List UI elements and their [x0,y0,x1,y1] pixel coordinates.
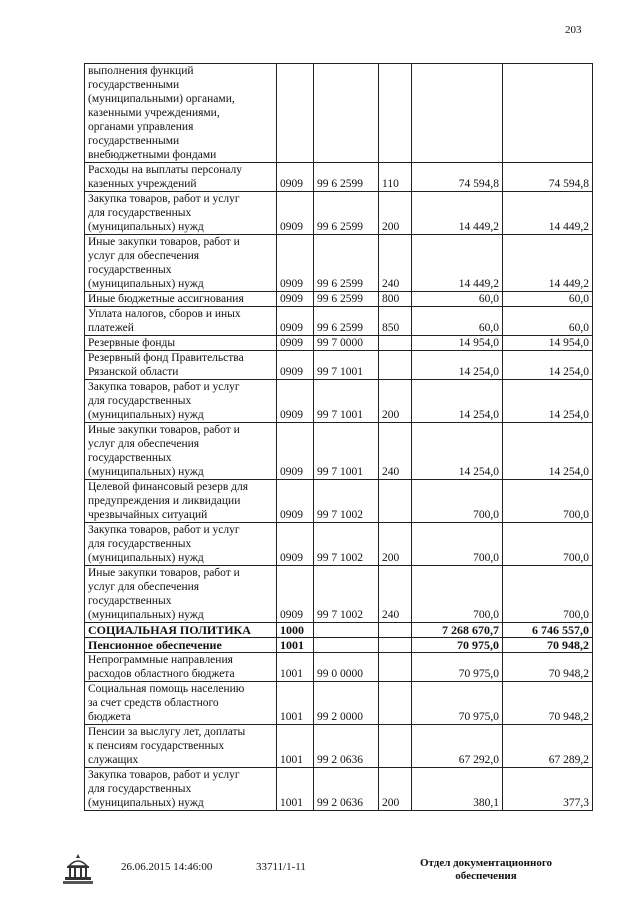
row-name: Пенсии за выслугу лет, доплаты к пенсиям государственных служащих [85,725,277,768]
footer-date: 26.06.2015 14:46:00 [121,861,213,873]
row-article [314,638,379,653]
table-row [85,653,593,682]
table-row [85,307,593,336]
row-name: Иные закупки товаров, работ и услуг для обеспечения государственных (муниципальных) нужд [85,235,277,292]
row-sum-year2: 60,0 [503,292,593,307]
row-article: 99 2 0000 [314,682,379,725]
row-section: 0909 [277,566,314,623]
row-section: 0909 [277,307,314,336]
row-article: 99 7 1002 [314,566,379,623]
row-sum-year1: 14 254,0 [412,380,503,423]
row-sum-year2: 70 948,2 [503,682,593,725]
row-article: 99 7 1001 [314,423,379,480]
row-sum-year1: 14 254,0 [412,423,503,480]
table-row [85,192,593,235]
row-expense-type [379,480,412,523]
table-row [85,423,593,480]
row-sum-year2: 6 746 557,0 [503,623,593,638]
row-section [277,64,314,163]
row-sum-year1: 14 954,0 [412,336,503,351]
table-row [85,523,593,566]
row-sum-year1: 7 268 670,7 [412,623,503,638]
row-name: выполнения функций государственными (муниципальными) органами, казенными учреждениями, органами управления государственными внебюджетными фондами [85,64,277,163]
budget-table [84,63,593,811]
row-name: Закупка товаров, работ и услуг для государственных (муниципальных) нужд [85,380,277,423]
row-sum-year1: 14 449,2 [412,235,503,292]
row-article: 99 7 1002 [314,480,379,523]
row-name: Резервный фонд Правительства Рязанской области [85,351,277,380]
row-section: 0909 [277,192,314,235]
row-sum-year1: 60,0 [412,292,503,307]
row-expense-type: 200 [379,380,412,423]
row-name: Закупка товаров, работ и услуг для государственных (муниципальных) нужд [85,192,277,235]
row-section: 1001 [277,653,314,682]
row-sum-year2: 60,0 [503,307,593,336]
row-expense-type: 110 [379,163,412,192]
footer-department: Отдел документационного обеспечения [419,857,553,882]
row-section: 0909 [277,235,314,292]
row-name: Пенсионное обеспечение [85,638,277,653]
row-section: 0909 [277,163,314,192]
row-name: Иные закупки товаров, работ и услуг для обеспечения государственных (муниципальных) нужд [85,423,277,480]
table-row [85,638,593,653]
row-article: 99 6 2599 [314,192,379,235]
row-sum-year1: 700,0 [412,523,503,566]
row-expense-type [379,351,412,380]
row-expense-type [379,725,412,768]
row-name: Резервные фонды [85,336,277,351]
table-row [85,682,593,725]
row-sum-year1: 70 975,0 [412,638,503,653]
row-section: 0909 [277,523,314,566]
row-section: 0909 [277,480,314,523]
row-sum-year2: 70 948,2 [503,653,593,682]
row-sum-year2: 14 449,2 [503,235,593,292]
row-article: 99 7 1001 [314,380,379,423]
row-sum-year1: 67 292,0 [412,725,503,768]
row-section: 1001 [277,768,314,811]
row-sum-year1: 70 975,0 [412,682,503,725]
row-sum-year2: 70 948,2 [503,638,593,653]
row-name: СОЦИАЛЬНАЯ ПОЛИТИКА [85,623,277,638]
row-name: Иные бюджетные ассигнования [85,292,277,307]
row-name: Непрограммные направления расходов областного бюджета [85,653,277,682]
row-section: 0909 [277,423,314,480]
row-article: 99 6 2599 [314,307,379,336]
table-row [85,351,593,380]
page-number: 203 [565,24,582,36]
row-section: 0909 [277,336,314,351]
row-expense-type: 800 [379,292,412,307]
row-sum-year1: 60,0 [412,307,503,336]
table-row [85,64,593,163]
table-row [85,768,593,811]
row-expense-type: 850 [379,307,412,336]
row-expense-type: 200 [379,192,412,235]
footer-doc-code: 33711/1-11 [256,861,306,873]
row-expense-type [379,336,412,351]
table-row [85,725,593,768]
row-sum-year1: 700,0 [412,566,503,623]
row-sum-year1: 74 594,8 [412,163,503,192]
row-article: 99 7 1001 [314,351,379,380]
row-expense-type: 200 [379,768,412,811]
row-section: 1000 [277,623,314,638]
table-row [85,235,593,292]
row-sum-year2: 14 254,0 [503,380,593,423]
table-row [85,566,593,623]
row-name: Целевой финансовый резерв для предупреждения и ликвидации чрезвычайных ситуаций [85,480,277,523]
table-row [85,163,593,192]
row-section: 1001 [277,638,314,653]
row-section: 0909 [277,292,314,307]
row-sum-year2: 700,0 [503,523,593,566]
row-name: Закупка товаров, работ и услуг для государственных (муниципальных) нужд [85,768,277,811]
row-sum-year2: 74 594,8 [503,163,593,192]
row-name: Расходы на выплаты персоналу казенных учреждений [85,163,277,192]
row-sum-year2: 700,0 [503,480,593,523]
duma-logo-icon [60,852,96,886]
row-article: 99 2 0636 [314,725,379,768]
row-article [314,623,379,638]
row-sum-year2 [503,64,593,163]
row-sum-year2: 700,0 [503,566,593,623]
row-name: Социальная помощь населению за счет средств областного бюджета [85,682,277,725]
row-sum-year1: 14 254,0 [412,351,503,380]
row-expense-type [379,638,412,653]
row-sum-year2: 67 289,2 [503,725,593,768]
row-expense-type: 240 [379,566,412,623]
row-sum-year1 [412,64,503,163]
row-article: 99 6 2599 [314,163,379,192]
budget-table-body [85,64,593,811]
row-article: 99 0 0000 [314,653,379,682]
row-expense-type: 240 [379,235,412,292]
row-expense-type [379,623,412,638]
row-sum-year2: 14 254,0 [503,351,593,380]
row-expense-type [379,64,412,163]
row-expense-type [379,682,412,725]
row-sum-year2: 14 254,0 [503,423,593,480]
table-row [85,380,593,423]
row-section: 1001 [277,725,314,768]
row-sum-year1: 700,0 [412,480,503,523]
row-expense-type: 200 [379,523,412,566]
row-sum-year2: 14 449,2 [503,192,593,235]
row-sum-year1: 380,1 [412,768,503,811]
row-section: 0909 [277,351,314,380]
table-row [85,623,593,638]
row-expense-type [379,653,412,682]
row-article: 99 6 2599 [314,292,379,307]
row-article [314,64,379,163]
row-sum-year2: 377,3 [503,768,593,811]
row-sum-year1: 70 975,0 [412,653,503,682]
row-name: Иные закупки товаров, работ и услуг для обеспечения государственных (муниципальных) нужд [85,566,277,623]
row-sum-year2: 14 954,0 [503,336,593,351]
row-article: 99 6 2599 [314,235,379,292]
row-section: 1001 [277,682,314,725]
row-article: 99 2 0636 [314,768,379,811]
row-expense-type: 240 [379,423,412,480]
table-row [85,480,593,523]
row-sum-year1: 14 449,2 [412,192,503,235]
row-article: 99 7 0000 [314,336,379,351]
table-row [85,292,593,307]
row-article: 99 7 1002 [314,523,379,566]
row-name: Закупка товаров, работ и услуг для государственных (муниципальных) нужд [85,523,277,566]
row-name: Уплата налогов, сборов и иных платежей [85,307,277,336]
table-row [85,336,593,351]
row-section: 0909 [277,380,314,423]
